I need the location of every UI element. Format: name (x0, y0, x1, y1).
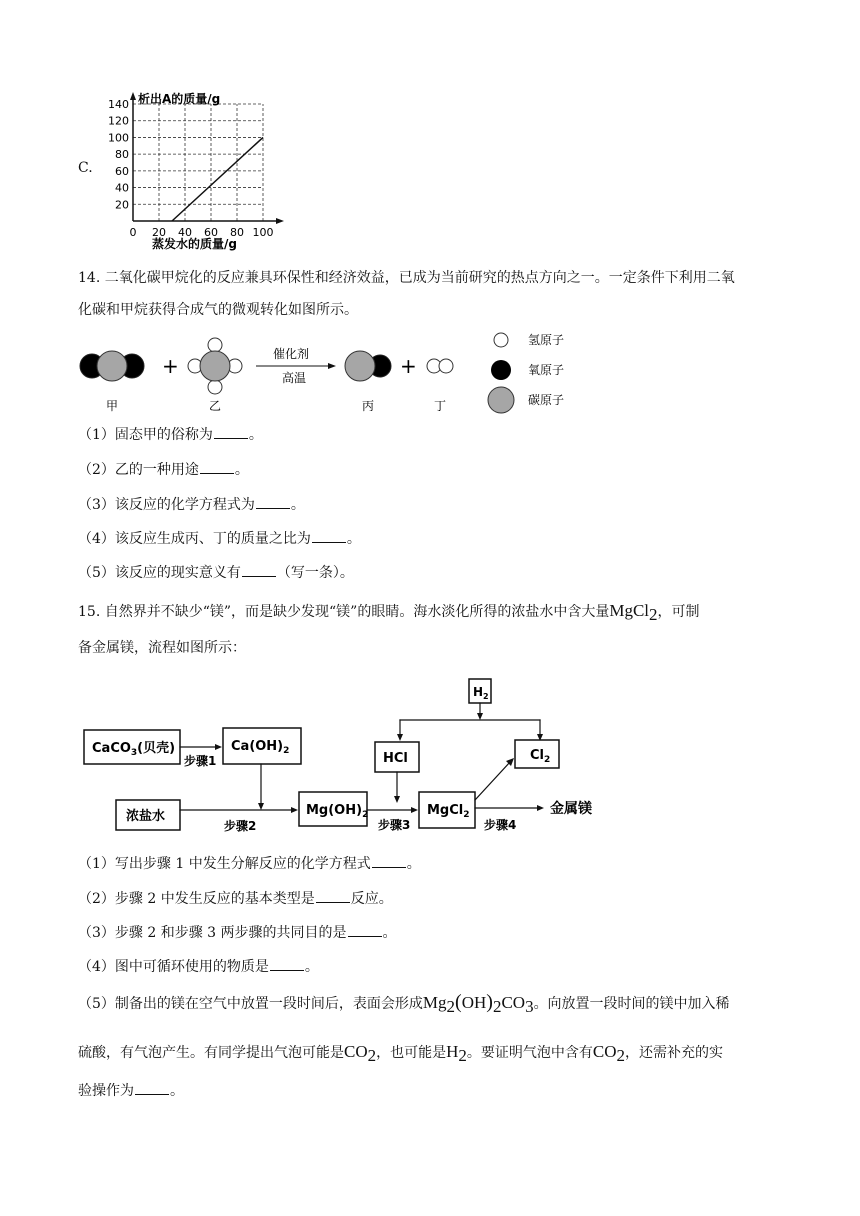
svg-text:MgCl2: MgCl$_2$ (427, 803, 470, 820)
x-tick-label: 80 (230, 226, 244, 239)
molecule-bing (345, 351, 391, 381)
q15-intro-line1: 15. 自然界并不缺少“镁”，而是缺少发现“镁”的眼睛。海水淡化所得的浓盐水中含大量MgCl$_2$，可制 (78, 601, 700, 624)
plus-sign-2: + (400, 354, 417, 378)
svg-text:Mg(OH)2: $Mg(OH)_2$ (306, 803, 369, 820)
option-c-label: C. (78, 160, 93, 176)
data-series-line (172, 137, 263, 221)
q14-sub1: （1）固态甲的俗称为 。 (78, 424, 263, 445)
svg-text:浓盐水: 浓盐水 (126, 809, 166, 824)
y-axis-arrow (130, 92, 136, 100)
svg-text:HCl: HCl (383, 751, 408, 766)
condition-high-temp: 高温 (282, 371, 307, 385)
y-tick-label: 60 (115, 164, 129, 178)
q15-sub2: （2）步骤 2 中发生反应的基本类型是 反应。 (78, 888, 393, 909)
condition-catalyst: 催化剂 (273, 347, 310, 361)
molecule-diagram (70, 328, 590, 420)
svg-text:CaCO3(贝壳): CaCO$_3$(贝壳) (92, 741, 176, 758)
answer-blank[interactable] (214, 424, 248, 439)
y-axis-label: 析出A的质量/g (138, 92, 221, 106)
plus-sign-1: + (162, 354, 179, 378)
label-jia: 甲 (106, 399, 119, 413)
x-axis-label: 蒸发水的质量/g (152, 237, 237, 251)
svg-text:H2: $H_2$ (473, 685, 489, 701)
q15-sub5-line1: （5）制备出的镁在空气中放置一段时间后，表面会形成$Mg_2(OH)_2CO_3$。向放置一段时间的镁中加入稀 (78, 991, 730, 1016)
x-tick-label: 100 (252, 226, 274, 239)
x-tick-label: 60 (204, 226, 218, 239)
chart-grid (133, 104, 263, 221)
legend-oxygen: 氧原子 (528, 363, 565, 377)
q14-sub5: （5）该反应的现实意义有 （写一条）。 (78, 562, 354, 583)
y-tick-label: 80 (115, 148, 129, 162)
legend-carbon: 碳原子 (528, 393, 565, 407)
q15-sub5-line2: 硫酸，有气泡产生。有同学提出气泡可能是$CO_2$，也可能是$H_2$。要证明气泡中含有$CO_2$，还需补充的实 (78, 1042, 724, 1065)
answer-blank[interactable] (316, 888, 350, 903)
step1-label: 步骤1 (184, 754, 217, 768)
x-tick-label: 20 (152, 226, 166, 239)
svg-text:Ca(OH)2: $Ca(OH)_2$ (231, 739, 290, 756)
y-tick-label: 40 (115, 181, 129, 195)
label-ding: 丁 (434, 399, 447, 413)
legend-hydrogen-icon (494, 333, 508, 347)
x-tick-label: 0 (129, 226, 137, 239)
answer-blank[interactable] (242, 562, 276, 577)
q14-sub2: （2）乙的一种用途 。 (78, 459, 249, 480)
answer-blank[interactable] (256, 494, 290, 509)
magnesium-flowchart (78, 672, 638, 840)
q15-sub1: （1）写出步骤 1 中发生分解反应的化学方程式 。 (78, 853, 421, 874)
q15-sub5-line3: 验操作为 。 (78, 1080, 184, 1101)
x-axis-arrow (276, 218, 284, 224)
q14-intro-line2: 化碳和甲烷获得合成气的微观转化如图所示。 (78, 302, 358, 318)
answer-blank[interactable] (348, 922, 382, 937)
answer-blank[interactable] (270, 956, 304, 971)
answer-blank[interactable] (312, 528, 346, 543)
svg-text:Cl2: $Cl_2$ (530, 748, 551, 765)
step3-label: 步骤3 (378, 818, 411, 832)
q14-sub3: （3）该反应的化学方程式为 。 (78, 494, 305, 515)
answer-blank[interactable] (135, 1080, 169, 1095)
label-bing: 丙 (362, 399, 375, 413)
metal-mg-label: 金属镁 (550, 801, 592, 817)
q14-intro-line1: 14. 二氧化碳甲烷化的反应兼具环保性和经济效益，已成为当前研究的热点方向之一。一定条件下利用二氧 (78, 270, 735, 286)
step2-label: 步骤2 (224, 819, 257, 833)
y-tick-label: 20 (115, 198, 129, 212)
molecule-yi (188, 338, 242, 394)
answer-blank[interactable] (372, 853, 406, 868)
precipitate-chart (100, 88, 300, 258)
q14-sub4: （4）该反应生成丙、丁的质量之比为 。 (78, 528, 361, 549)
q15-intro-line2: 备金属镁，流程如图所示： (78, 640, 246, 656)
molecule-jia (80, 351, 144, 381)
label-yi: 乙 (209, 399, 222, 413)
molecule-ding (427, 359, 453, 373)
y-tick-label: 140 (108, 98, 129, 111)
legend-oxygen-icon (491, 360, 511, 380)
legend-hydrogen: 氢原子 (528, 333, 565, 347)
answer-blank[interactable] (200, 459, 234, 474)
y-tick-label: 100 (108, 131, 129, 145)
legend-carbon-icon (488, 387, 514, 413)
q15-sub4: （4）图中可循环使用的物质是 。 (78, 956, 319, 977)
x-tick-label: 40 (178, 226, 192, 239)
q15-sub3: （3）步骤 2 和步骤 3 两步骤的共同目的是 。 (78, 922, 397, 943)
step4-label: 步骤4 (484, 818, 517, 832)
y-tick-label: 120 (108, 114, 129, 128)
